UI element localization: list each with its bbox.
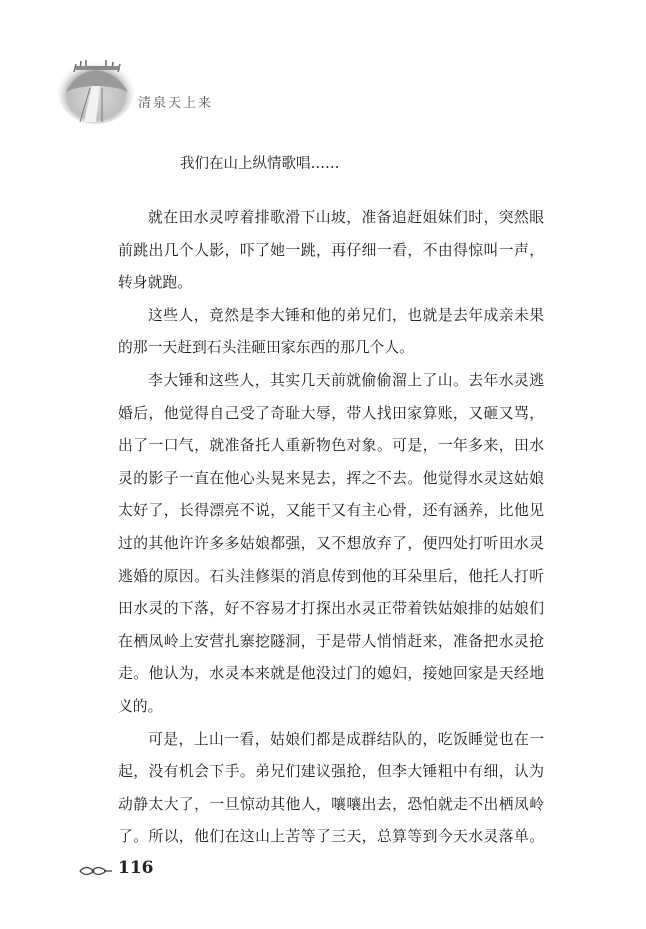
text-line: 前跳出几个人影，吓了她一跳，再仔细一看，不由得惊叫一声，: [118, 241, 544, 259]
text-line: 转身就跑。: [118, 274, 192, 292]
text-line: 李大锤和这些人，其实几天前就偷偷溜上了山。去年水灵逃: [148, 371, 544, 389]
text-line: 婚后，他觉得自己受了奇耻大辱，带人找田家算账，又砸又骂，: [118, 404, 544, 422]
paragraph: [118, 724, 544, 854]
text-line: 动静太大了，一旦惊动其他人，嚷嚷出去，恐怕就走不出栖凤岭: [118, 795, 544, 813]
paragraph: [118, 365, 544, 724]
text-line: 田水灵的下落，好不容易才打探出水灵正带着铁姑娘排的姑娘们: [118, 600, 544, 618]
text-line: 义的。: [118, 697, 163, 715]
text-line: 太好了，长得漂亮不说，又能干又有主心骨，还有涵养，比他见: [118, 502, 544, 520]
text-line: 走。他认为，水灵本来就是他没过门的媳妇，接她回家是天经地: [118, 665, 544, 683]
page-number: 116: [118, 858, 154, 878]
text-line: 可是，上山一看，姑娘们都是成群结队的，吃饭睡觉也在一: [148, 730, 544, 748]
paragraph: [118, 300, 544, 365]
text-line: 的那一天赶到石头洼砸田家东西的那几个人。: [118, 339, 414, 357]
lyric-line: 我们在山上纵情歌唱……: [180, 156, 340, 172]
paragraph: [118, 202, 544, 300]
text-line: 逃婚的原因。石头洼修渠的消息传到他的耳朵里后，他托人打听: [118, 567, 544, 585]
leaf-ornament-icon: [78, 862, 114, 880]
text-line: 就在田水灵哼着排歌滑下山坡，准备追赶姐妹们时，突然眼: [148, 209, 544, 226]
mountain-path-illustration-icon: [56, 52, 136, 124]
text-line: 灵的影子一直在他心头晃来晃去，挥之不去。他觉得水灵这姑娘: [118, 469, 544, 487]
running-header-title: 清泉天上来: [138, 96, 214, 111]
body-text: [118, 202, 544, 854]
text-line: 这些人，竟然是李大锤和他的弟兄们，也就是去年成亲未果: [148, 306, 544, 324]
text-line: 起，没有机会下手。弟兄们建议强抢，但李大锤粗中有细，认为: [118, 763, 544, 781]
text-line: 了。所以，他们在这山上苦等了三天，总算等到今天水灵落单。: [118, 828, 544, 846]
text-line: 过的其他许许多多姑娘都强，又不想放弃了，便四处打听田水灵: [118, 534, 544, 552]
text-line: 在栖凤岭上安营扎寨挖隧洞，于是带人悄悄赶来，准备把水灵抢: [118, 632, 544, 650]
text-line: 出了一口气，就准备托人重新物色对象。可是，一年多来，田水: [118, 437, 544, 455]
